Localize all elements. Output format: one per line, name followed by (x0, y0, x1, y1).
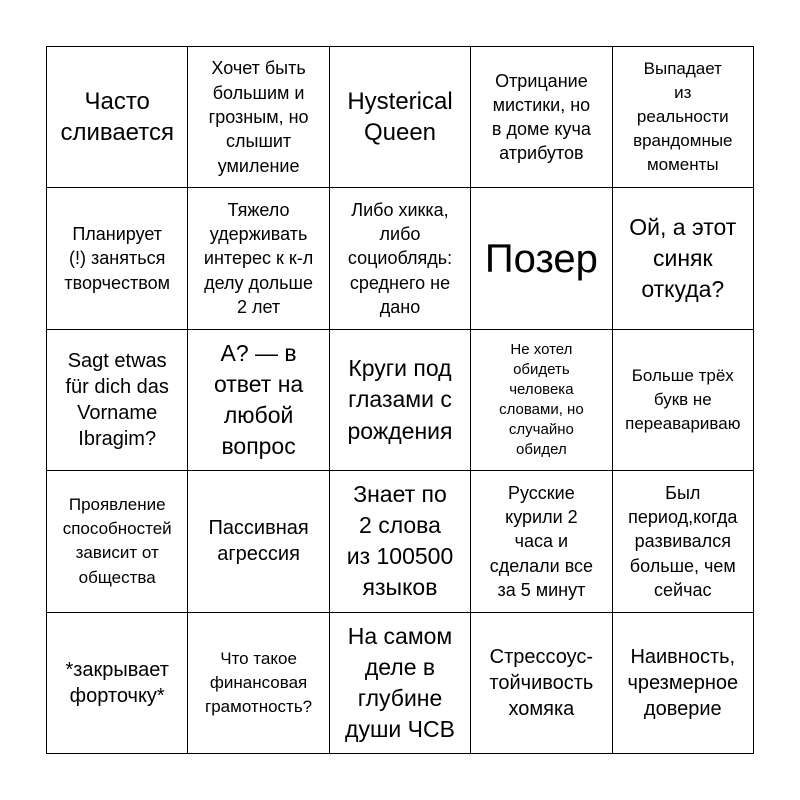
cell-text: Что такое финансовая грамотность? (205, 648, 313, 716)
bingo-cell-r1c5[interactable] (613, 47, 754, 188)
cell-text: Хочет быть большим и грозным, но слышит умиление (208, 58, 309, 176)
cell-text: Знает по 2 слова из 100500 языков (346, 481, 454, 601)
bingo-board (46, 46, 754, 754)
bingo-cell-r2c4[interactable] (471, 188, 612, 329)
bingo-cell-r4c4[interactable] (471, 471, 612, 612)
cell-text: Отрицание мистики, но в доме куча атрибутов (491, 70, 591, 164)
bingo-cell-r1c1[interactable] (47, 47, 188, 188)
cell-text: Наивность, чрезмерное доверие (627, 645, 739, 720)
bingo-cell-r5c5[interactable] (613, 613, 754, 754)
cell-text: Hysterical Queen (347, 88, 453, 147)
bingo-cell-r1c4[interactable] (471, 47, 612, 188)
cell-text: Ой, а этот синяк откуда? (629, 214, 737, 303)
cell-text: Sagt etwas für dich das Vorname Ibragim? (65, 349, 169, 450)
cell-text: Тяжело удерживать интерес к к-л делу дольше 2 лет (203, 199, 314, 318)
cell-text: Либо хикка, либо социобл​ядь: среднего не дано (347, 199, 453, 318)
bingo-cell-r4c5[interactable] (613, 471, 754, 612)
cell-text: А? — в ответ на любой вопрос (213, 339, 304, 460)
cell-text: Русские курили 2 часа и сделали все за 5 минут (489, 482, 594, 600)
bingo-cell-r3c5[interactable] (613, 330, 754, 471)
cell-text: На самом деле в глубине души ЧСВ (345, 622, 455, 742)
bingo-cell-r2c2[interactable] (188, 188, 329, 329)
bingo-cell-r4c2[interactable] (188, 471, 329, 612)
cell-text: Проявление способностей зависит от общества (62, 495, 172, 587)
cell-text: Позер (484, 236, 598, 281)
bingo-cell-r1c3[interactable] (330, 47, 471, 188)
cell-text: Больше трёх букв не переавариваю (625, 365, 741, 434)
bingo-cell-r5c2[interactable] (188, 613, 329, 754)
cell-text: Стрессоус- тойчивость хомяка (489, 645, 594, 720)
bingo-cell-r5c1[interactable] (47, 613, 188, 754)
bingo-cell-r3c1[interactable] (47, 330, 188, 471)
cell-text: Планирует (!) заняться творчеством (64, 224, 170, 293)
bingo-cell-r3c4[interactable] (471, 330, 612, 471)
cell-text: Выпадает из реальности врандомные моменты (633, 58, 733, 175)
cell-text: Не хотел обидеть человека словами, но случайно обидел (499, 341, 584, 458)
bingo-cell-r2c1[interactable] (47, 188, 188, 329)
cell-text: Круги под глазами с рождения (347, 355, 453, 444)
cell-text: Был период,когда развивался больше, чем сейчас (628, 482, 738, 600)
bingo-cell-r3c3[interactable] (330, 330, 471, 471)
bingo-cell-r2c3[interactable] (330, 188, 471, 329)
bingo-cell-r1c2[interactable] (188, 47, 329, 188)
cell-text: Пассивная агрессия (208, 517, 309, 566)
cell-text: Часто сливается (60, 88, 174, 147)
cell-text: *закрывает форточку* (65, 658, 169, 707)
bingo-cell-r3c2[interactable] (188, 330, 329, 471)
bingo-cell-r2c5[interactable] (613, 188, 754, 329)
bingo-cell-r5c4[interactable] (471, 613, 612, 754)
bingo-cell-r4c3[interactable] (330, 471, 471, 612)
bingo-cell-r4c1[interactable] (47, 471, 188, 612)
bingo-cell-r5c3[interactable] (330, 613, 471, 754)
